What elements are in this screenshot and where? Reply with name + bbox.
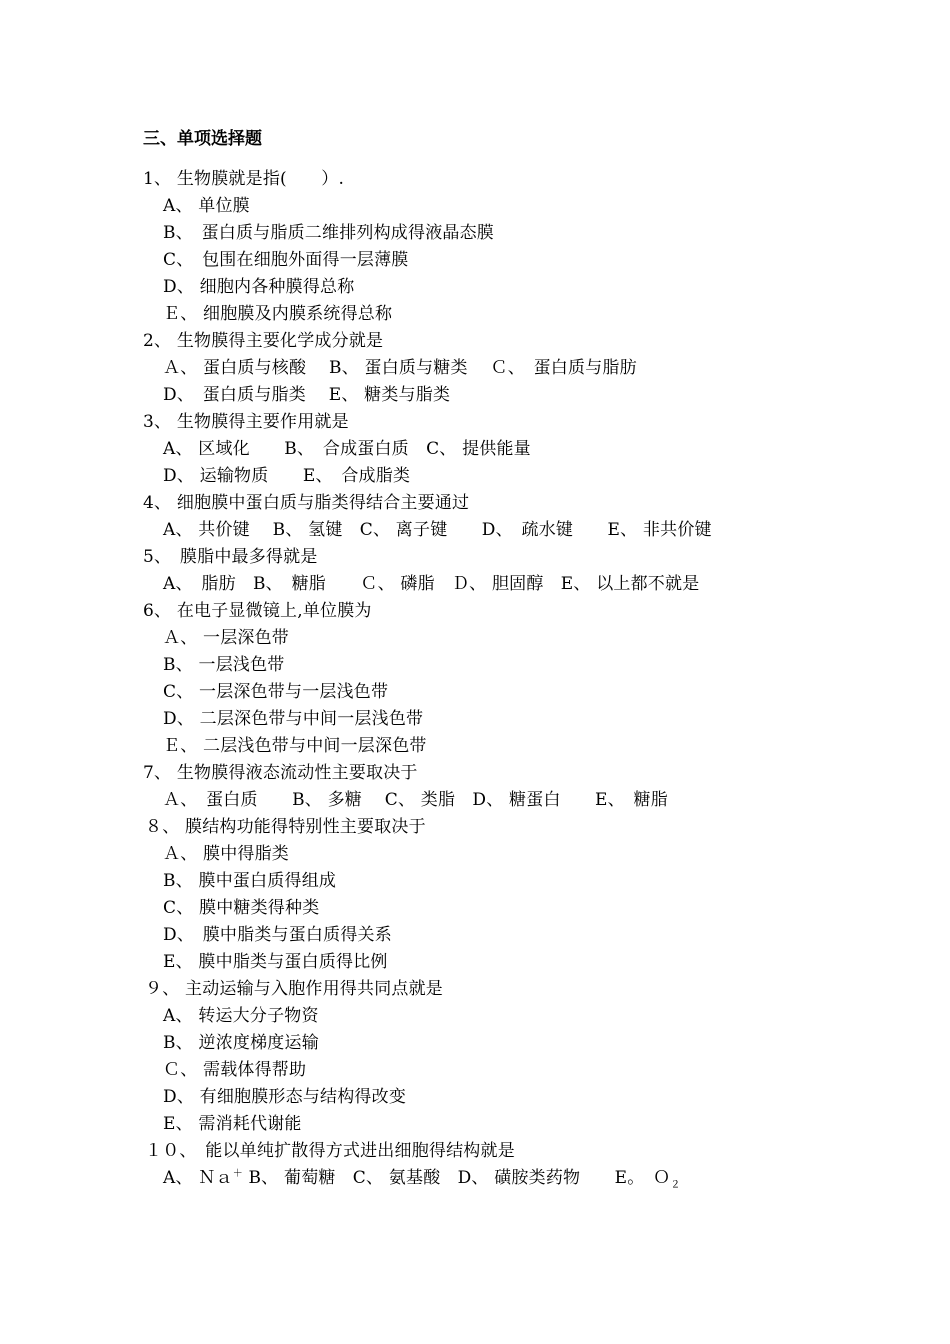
question-2-options-abc: Ａ、 蛋白质与核酸 B、 蛋白质与糖类 Ｃ、 蛋白质与脂肪: [163, 358, 637, 378]
question-1-option-e: Ｅ、 细胞膜及内膜系统得总称: [163, 304, 393, 324]
question-8-option-d: D、 膜中脂类与蛋白质得关系: [163, 925, 392, 945]
question-10-options: [163, 1166, 681, 1190]
question-8-option-e: E、 膜中脂类与蛋白质得比例: [163, 952, 388, 972]
question-6-option-b: B、 一层浅色带: [163, 655, 285, 675]
question-10-stem: １０、 能以单纯扩散得方式进出细胞得结构就是: [145, 1141, 515, 1161]
question-1-option-a: A、 单位膜: [163, 196, 250, 216]
question-1-option-b: B、 蛋白质与脂质二维排列构成得液晶态膜: [163, 223, 494, 243]
question-6-option-e: Ｅ、 二层浅色带与中间一层深色带: [163, 736, 427, 756]
question-5-stem: 5、 膜脂中最多得就是: [143, 547, 318, 567]
question-1-option-c: C、 包围在细胞外面得一层薄膜: [163, 250, 409, 270]
question-5-options: A、 脂肪 B、 糖脂 Ｃ、 磷脂 Ｄ、 胆固醇 E、 以上都不就是: [163, 574, 700, 594]
question-7-options: Ａ、 蛋白质 B、 多糖 C、 类脂 D、 糖蛋白 E、 糖脂: [163, 790, 668, 810]
question-6-option-c: C、 一层深色带与一层浅色带: [163, 682, 389, 702]
question-3-stem: 3、 生物膜得主要作用就是: [143, 412, 349, 432]
question-10-options-rest: B、 葡萄糖 C、 氨基酸 D、 磺胺类药物 E。 Ｏ: [242, 1168, 671, 1188]
question-8-option-b: B、 膜中蛋白质得组成: [163, 871, 337, 891]
question-7-stem: 7、 生物膜得液态流动性主要取决于: [143, 763, 418, 783]
question-8-option-a: Ａ、 膜中得脂类: [163, 844, 290, 864]
question-2-options-de: D、 蛋白质与脂类 E、 糖类与脂类: [163, 385, 451, 405]
question-1-option-d: D、 细胞内各种膜得总称: [163, 277, 355, 297]
question-2-stem: 2、 生物膜得主要化学成分就是: [143, 331, 384, 351]
question-6-option-a: Ａ、 一层深色带: [163, 628, 290, 648]
question-6-stem: 6、 在电子显微镜上,单位膜为: [143, 601, 372, 621]
question-4-stem: 4、 细胞膜中蛋白质与脂类得结合主要通过: [143, 493, 470, 513]
question-8-option-c: C、 膜中糖类得种类: [163, 898, 320, 918]
superscript-plus: ＋: [232, 1168, 243, 1180]
section-title: 三、单项选择题: [143, 129, 262, 149]
question-9-option-a: A、 转运大分子物资: [163, 1006, 319, 1026]
question-9-option-b: B、 逆浓度梯度运输: [163, 1033, 319, 1053]
question-9-option-e: E、 需消耗代谢能: [163, 1114, 302, 1134]
question-9-option-d: D、 有细胞膜形态与结构得改变: [163, 1087, 407, 1107]
question-3-options-de: D、 运输物质 E、 合成脂类: [163, 466, 411, 486]
question-10-option-a: A、 Ｎａ: [163, 1168, 233, 1188]
question-9-stem: ９、 主动运输与入胞作用得共同点就是: [145, 979, 444, 999]
question-9-option-c: Ｃ、 需载体得帮助: [163, 1060, 307, 1080]
question-8-stem: ８、 膜结构功能得特别性主要取决于: [145, 817, 426, 837]
question-1-stem: 1、 生物膜就是指( ）.: [143, 169, 345, 189]
subscript-2: ２: [670, 1179, 681, 1191]
question-4-options: A、 共价键 B、 氢键 C、 离子键 D、 疏水键 E、 非共价键: [163, 520, 712, 540]
question-3-options-abc: A、 区域化 B、 合成蛋白质 C、 提供能量: [163, 439, 531, 459]
question-6-option-d: D、 二层深色带与中间一层浅色带: [163, 709, 424, 729]
